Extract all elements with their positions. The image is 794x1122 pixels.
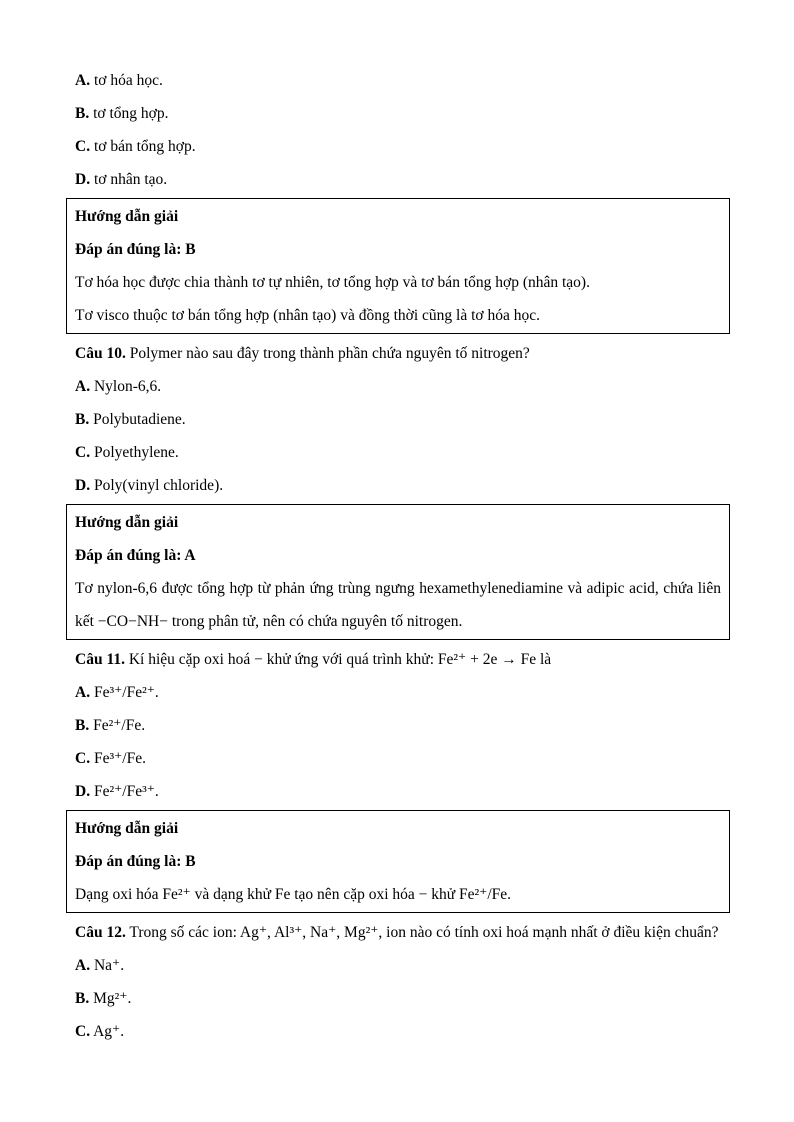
option-label: C.: [75, 444, 91, 461]
q9-option-d: [75, 163, 721, 196]
option-label: D.: [75, 171, 91, 188]
q12-option-b: [75, 982, 721, 1015]
question-12: [75, 916, 721, 949]
solution-box-q9: [66, 198, 730, 334]
option-text: Mg²⁺.: [89, 990, 132, 1007]
option-label: D.: [75, 477, 91, 494]
option-label: D.: [75, 783, 91, 800]
question-10: [75, 337, 721, 370]
option-text: Nylon-6,6.: [90, 378, 162, 395]
solution-answer: Đáp án đúng là: B: [75, 241, 196, 258]
q11-option-b: [75, 709, 721, 742]
question-text: Polymer nào sau đây trong thành phần chứa nguyên tố nitrogen?: [125, 345, 530, 362]
option-text: Polyethylene.: [90, 444, 179, 461]
option-text: tơ tổng hợp.: [89, 105, 169, 122]
question-label: Câu 10.: [75, 345, 126, 362]
q11-option-d: [75, 775, 721, 808]
option-text: Fe³⁺/Fe.: [90, 750, 146, 767]
option-text: Ag⁺.: [90, 1023, 125, 1040]
option-label: B.: [75, 717, 90, 734]
option-label: C.: [75, 138, 91, 155]
option-label: B.: [75, 105, 90, 122]
option-label: A.: [75, 957, 91, 974]
q9-option-b: [75, 97, 721, 130]
solution-body-line: Tơ visco thuộc tơ bán tổng hợp (nhân tạo) và đồng thời cũng là tơ hóa học.: [75, 307, 540, 324]
option-text: Fe²⁺/Fe.: [89, 717, 146, 734]
option-label: C.: [75, 1023, 91, 1040]
option-label: A.: [75, 378, 91, 395]
option-text: Poly(vinyl chloride).: [90, 477, 224, 494]
q9-option-c: [75, 130, 721, 163]
option-label: B.: [75, 411, 90, 428]
solution-heading: Hướng dẫn giải: [75, 514, 179, 531]
solution-heading: Hướng dẫn giải: [75, 820, 179, 837]
option-label: C.: [75, 750, 91, 767]
option-text: Na⁺.: [90, 957, 125, 974]
option-label: A.: [75, 684, 91, 701]
q12-option-c: [75, 1015, 721, 1048]
solution-answer: Đáp án đúng là: A: [75, 547, 196, 564]
option-text: Fe²⁺/Fe³⁺.: [90, 783, 159, 800]
solution-body-line: Tơ hóa học được chia thành tơ tự nhiên, tơ tổng hợp và tơ bán tổng hợp (nhân tạo).: [75, 274, 590, 291]
q9-option-a: [75, 64, 721, 97]
question-label: Câu 12.: [75, 924, 126, 941]
solution-body-line: Dạng oxi hóa Fe²⁺ và dạng khử Fe tạo nên cặp oxi hóa − khử Fe²⁺/Fe.: [75, 886, 512, 903]
question-text: Kí hiệu cặp oxi hoá − khử ứng với quá trình khử: Fe²⁺ + 2e → Fe là: [124, 651, 552, 668]
q10-option-a: [75, 370, 721, 403]
solution-answer: Đáp án đúng là: B: [75, 853, 196, 870]
option-label: B.: [75, 990, 90, 1007]
option-text: tơ bán tổng hợp.: [90, 138, 196, 155]
question-11: [75, 643, 721, 676]
q11-option-c: [75, 742, 721, 775]
q10-option-c: [75, 436, 721, 469]
option-label: A.: [75, 72, 91, 89]
option-text: tơ nhân tạo.: [90, 171, 168, 188]
option-text: Polybutadiene.: [89, 411, 186, 428]
q12-option-a: [75, 949, 721, 982]
question-text: Trong số các ion: Ag⁺, Al³⁺, Na⁺, Mg²⁺, ion nào có tính oxi hoá mạnh nhất ở điều kiện chuẩn?: [125, 924, 719, 941]
solution-heading: Hướng dẫn giải: [75, 208, 179, 225]
solution-box-q10: [66, 504, 730, 640]
option-text: tơ hóa học.: [90, 72, 163, 89]
q10-option-d: [75, 469, 721, 502]
q10-option-b: [75, 403, 721, 436]
option-text: Fe³⁺/Fe²⁺.: [90, 684, 159, 701]
question-label: Câu 11.: [75, 651, 125, 668]
q11-option-a: [75, 676, 721, 709]
solution-body-line: Tơ nylon-6,6 được tổng hợp từ phản ứng trùng ngưng hexamethylenediamine và adipic acid, chứa liên kết −CO−NH− trong phân tử, nên có chứa nguyên tố nitrogen.: [75, 580, 721, 630]
solution-box-q11: [66, 810, 730, 913]
